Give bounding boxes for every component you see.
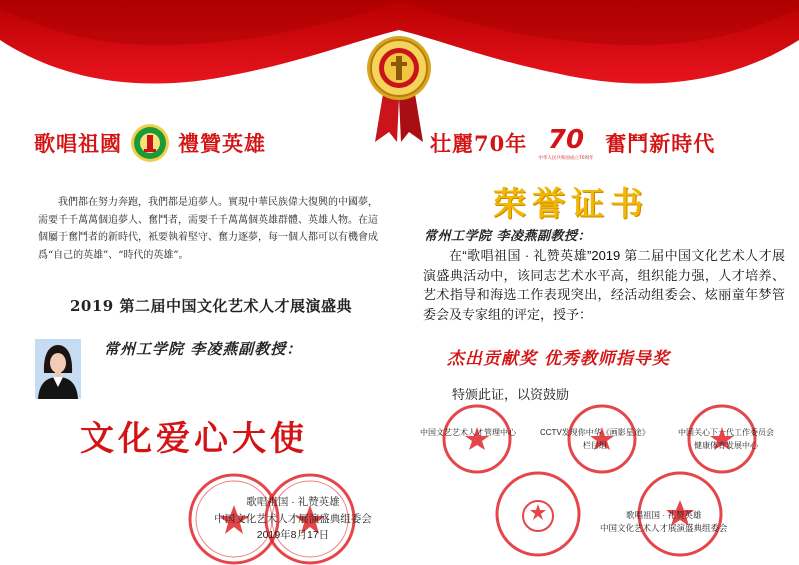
honor-title: 文化爱心大使 <box>80 419 308 459</box>
award-names: 杰出贡献奖 优秀教师指导奖 <box>447 349 670 369</box>
grant-statement: 特颁此证，以资鼓励 <box>452 387 570 402</box>
org-next-generation-dept: 健康体育发展中心 <box>694 440 758 450</box>
banner-slogan-sing: 歌唱祖國 <box>34 131 122 156</box>
emblem-70-caption: 中华人民共和国成立70周年 <box>538 156 594 161</box>
left-banner <box>34 127 374 159</box>
banner-slogan-70-years: 壮麗70年 <box>430 131 528 156</box>
org-next-generation-name: 中国关心下一代工作委员会 <box>678 428 774 437</box>
certificate-body: 在“歌唱祖国 · 礼赞英雄”2019 第二届中国文化艺术人才展演盛典活动中，该同志艺术水平高，组织能力强，人才培养、艺术指导和海选工作表现突出，经活动组委会、炫丽童年梦管委会及专家组的评定，授予： <box>423 248 785 322</box>
medal-icon <box>365 34 433 144</box>
honoree-photo <box>35 339 81 399</box>
banner-slogan-new-era: 奮鬥新時代 <box>605 131 716 156</box>
org-cctv-name: CCTV发现你中华《画影星途》 <box>540 428 650 437</box>
org-committee-slogan: 歌唱祖国 · 礼赞英雄 <box>625 510 702 520</box>
seventy-emblem-icon <box>533 124 599 162</box>
org-committee-name: 中国文化艺术人才展演盛典组委会 <box>600 522 728 533</box>
signature-date: 2019年8月17日 <box>256 529 330 541</box>
org-cctv <box>540 427 650 452</box>
national-emblem-seal <box>494 470 582 558</box>
green-emblem-icon <box>130 123 170 163</box>
emblem-70-number: 70 <box>548 125 585 155</box>
honoree-name-left: 常州工学院 李凌燕副教授： <box>104 340 303 358</box>
certificate-title: 荣誉证书 <box>493 184 649 223</box>
org-talent-center <box>420 427 516 440</box>
signature-slogan: 歌唱祖国 · 礼赞英雄 <box>246 496 340 508</box>
intro-paragraph: 我們都在努力奔跑，我們都是追夢人。實現中華民族偉大復興的中國夢，需要千千萬萬個追夢人、奮鬥者，需要千千萬萬個英雄群體、英雄人物。在這個屬于奮鬥者的新時代，衹要執着堅守、奮力逐夢，每一個人都可以有機會成爲“自己的英雄”、“時代的英雄”。 <box>38 197 378 261</box>
honoree-name-right: 常州工学院 李凌燕副教授： <box>424 229 592 244</box>
right-banner <box>430 127 780 159</box>
org-cctv-program: 栏目组 <box>582 440 607 450</box>
signature-organizer: 中国文化艺术人才展演盛典组委会 <box>214 512 372 525</box>
org-next-generation <box>678 427 774 452</box>
org-talent-center-name: 中国文艺艺术人才管理中心 <box>420 428 516 437</box>
signature-block-left <box>198 494 388 544</box>
org-organizing-committee <box>600 509 728 534</box>
event-title: 2019 第二届中国文化艺术人才展演盛典 <box>70 297 352 315</box>
banner-slogan-heroes: 禮贊英雄 <box>178 131 266 156</box>
